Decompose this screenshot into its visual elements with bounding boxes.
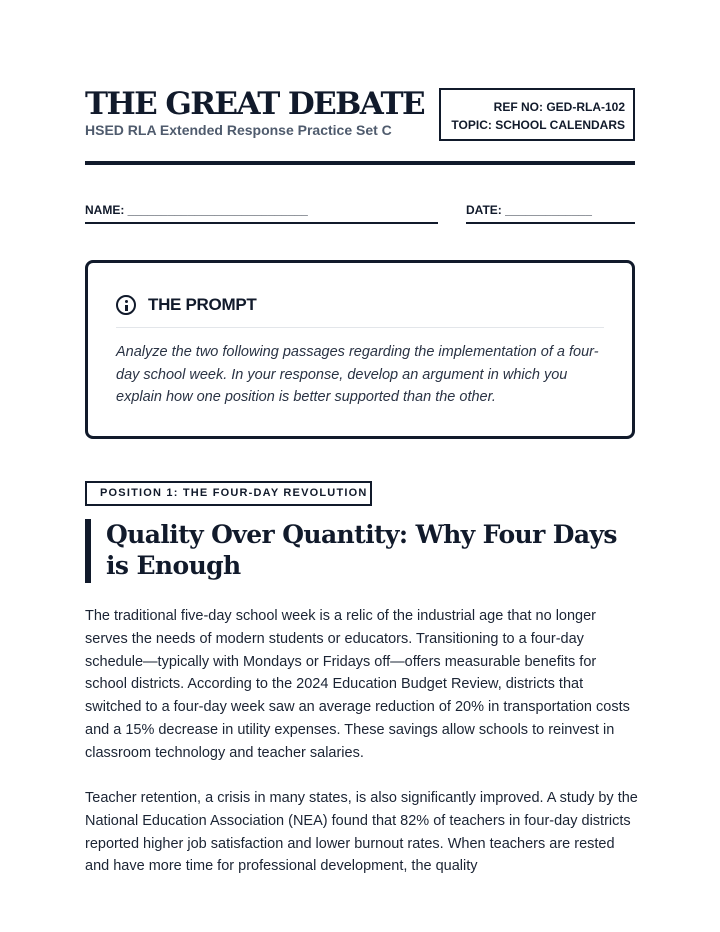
- masthead: [85, 86, 635, 142]
- prompt-header: [116, 293, 256, 317]
- page-subtitle: HSED RLA Extended Response Practice Set C: [85, 122, 392, 138]
- headline-accent-bar: [85, 519, 91, 583]
- passage-paragraph: The traditional five-day school week is a relic of the industrial age that no longer serves the needs of modern students or educators. Transitioning to a four-day schedule—typically with Mondays or Fridays off—offers measurable benefits for school districts. According to the 2024 Education Budget Review, districts that switched to a four-day week saw an average reduction of 20% in transportation costs and a 15% decrease in utility expenses. These savings allow schools to reinvest in classroom technology and teacher salaries.: [85, 608, 630, 761]
- prompt-heading: THE PROMPT: [148, 295, 257, 314]
- date-field[interactable]: DATE: _____________: [466, 202, 635, 224]
- name-field[interactable]: NAME: ___________________________: [85, 202, 438, 224]
- reference-box: [439, 88, 635, 141]
- passage-paragraph: Teacher retention, a crisis in many states, is also significantly improved. A study by the National Education Association (NEA) found that 82% of teachers in four-day districts reported higher job satisfaction and lower burnout rates. When teachers are rested and have more time for professional development, the quality: [85, 790, 638, 875]
- passage-headline-block: [85, 519, 635, 581]
- prompt-card: [85, 260, 635, 439]
- prompt-divider: [116, 327, 604, 328]
- topic-label: TOPIC: SCHOOL CALENDARS: [451, 118, 625, 132]
- passage-headline: Quality Over Quantity: Why Four Days is Enough: [106, 520, 617, 580]
- info-icon: [116, 295, 136, 315]
- ref-number: REF NO: GED-RLA-102: [493, 100, 625, 114]
- header-rule: [85, 161, 635, 165]
- prompt-text: Analyze the two following passages regarding the implementation of a four-day school week. In your response, develop an argument in which you explain how one position is better supported than the other.: [116, 344, 599, 405]
- position-tag: POSITION 1: THE FOUR-DAY REVOLUTION: [85, 481, 372, 506]
- page-title: THE GREAT DEBATE: [85, 86, 425, 122]
